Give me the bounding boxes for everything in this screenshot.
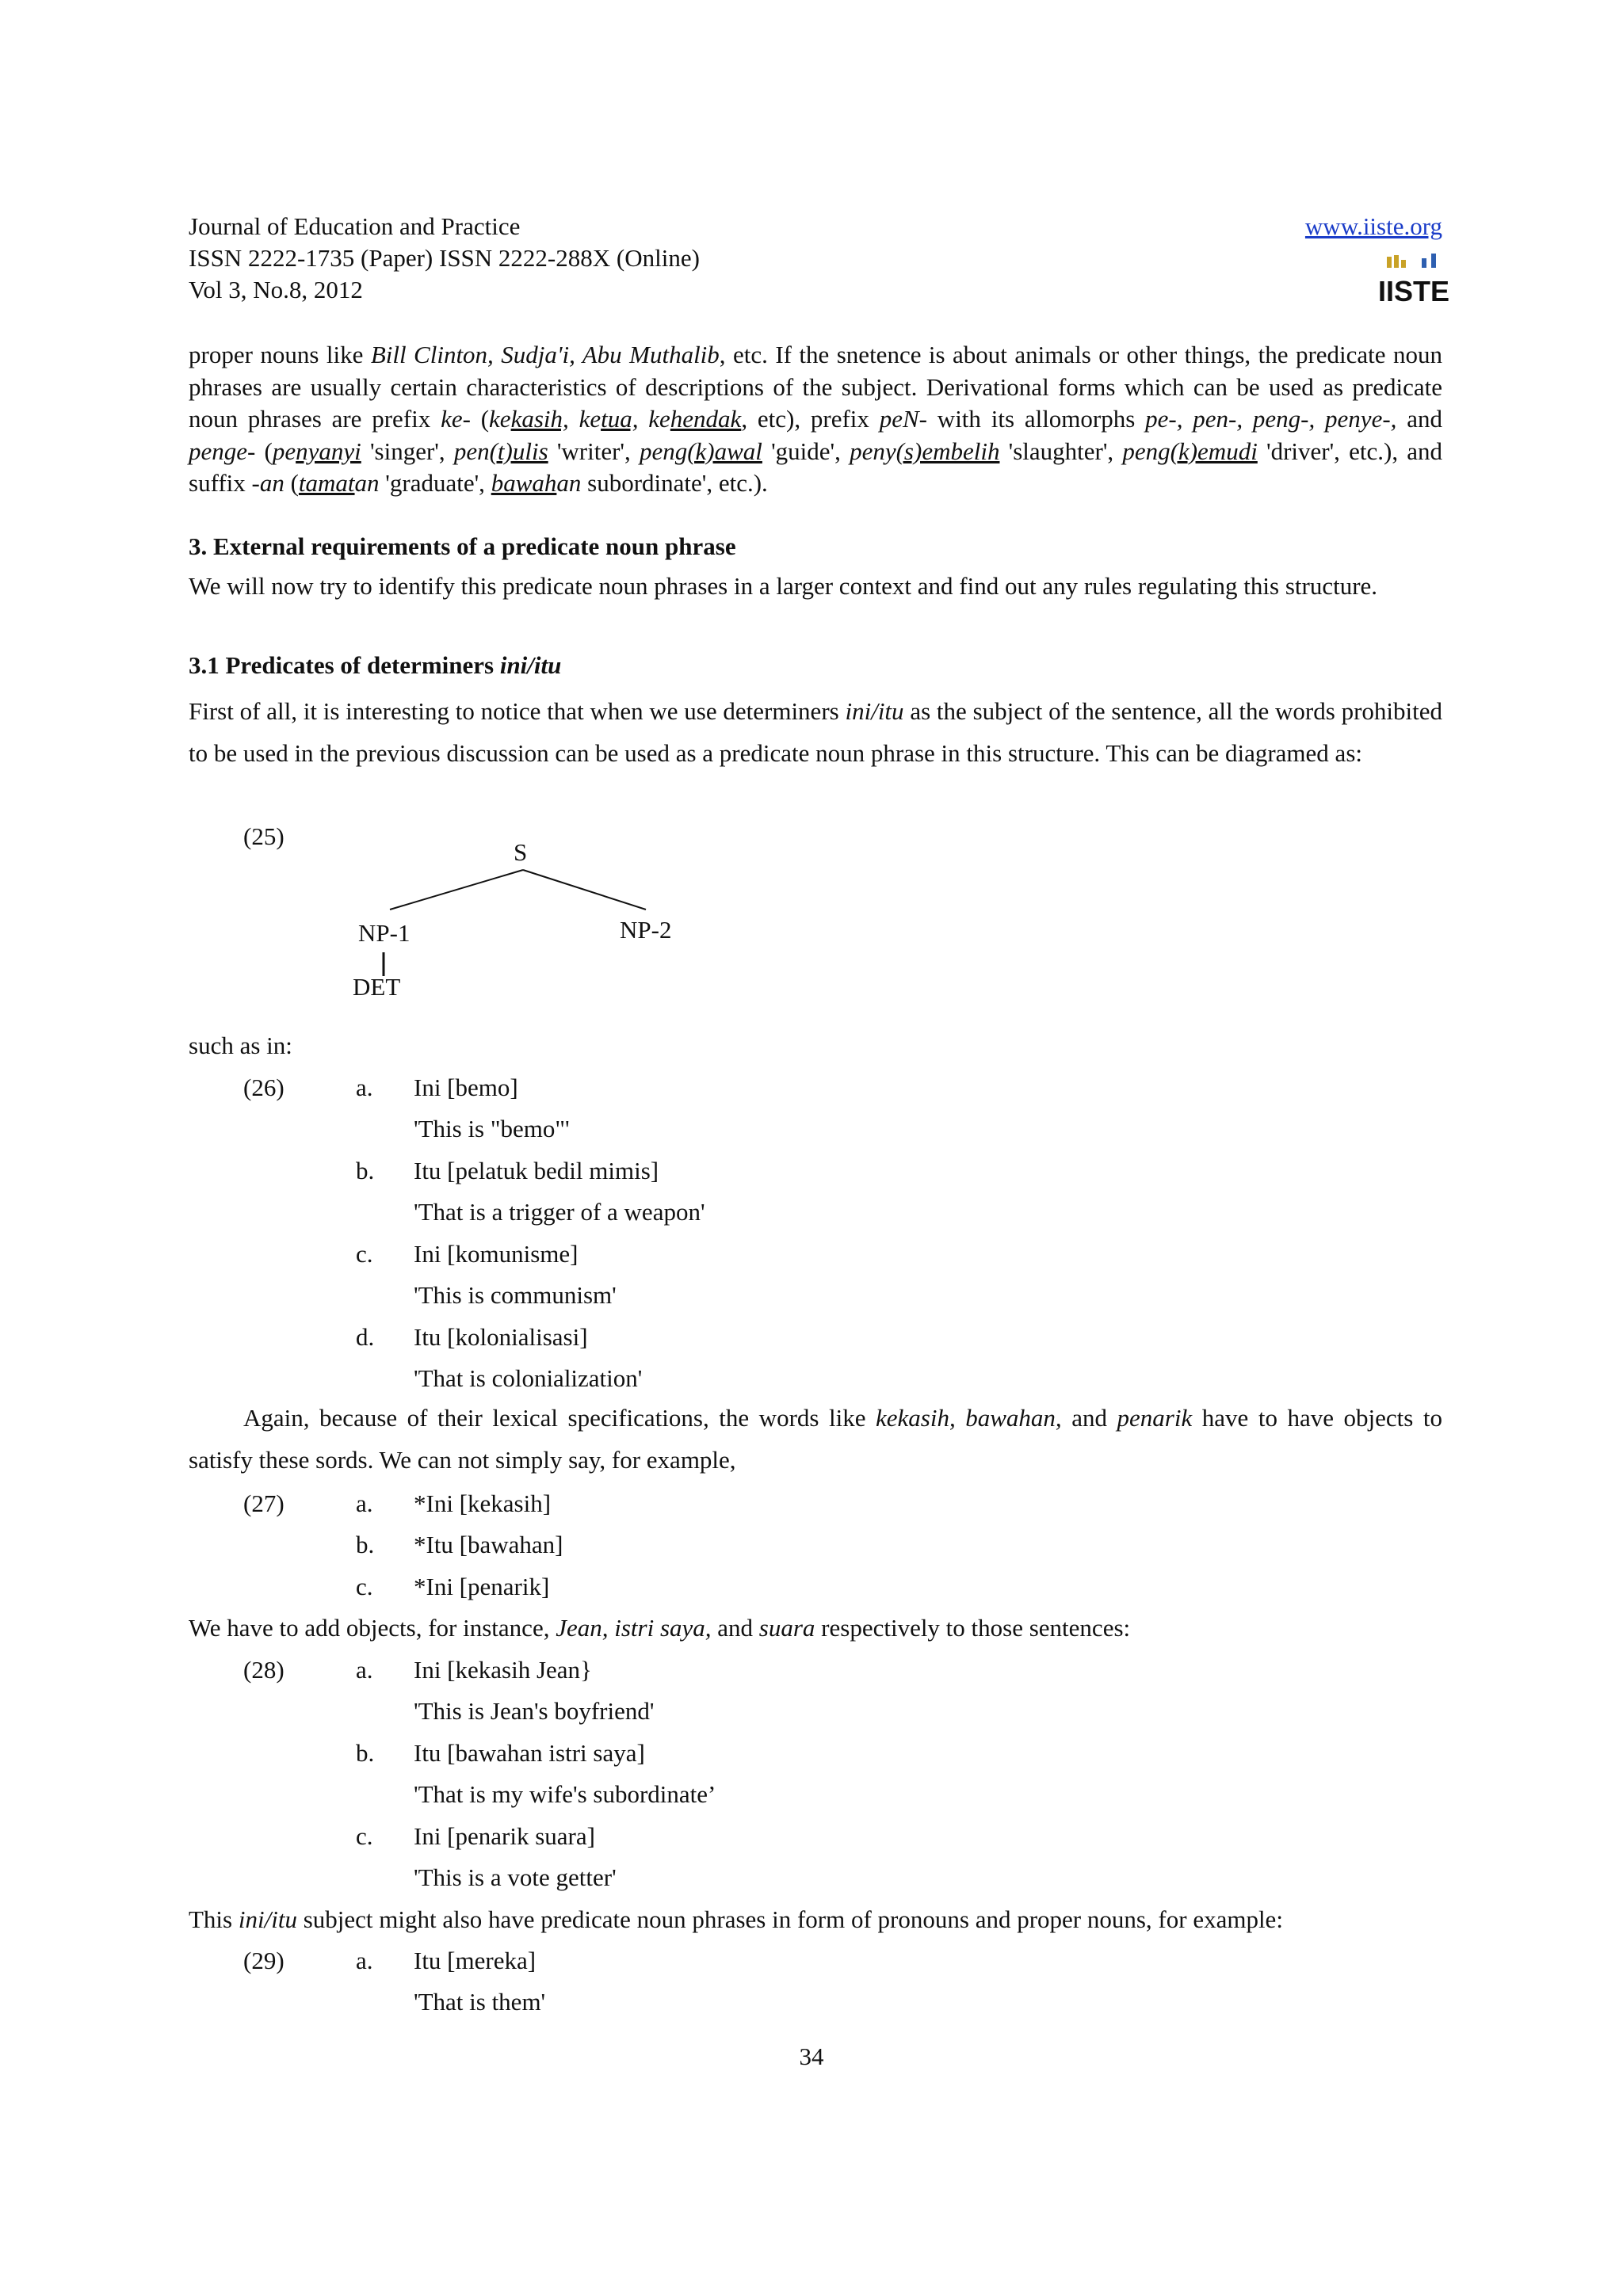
example-sentence: *Itu [bawahan] [414, 1531, 563, 1558]
tree-node-det: DET [353, 973, 401, 1001]
svg-text:IISTE: IISTE [1377, 275, 1450, 307]
example-gloss: 'That is a trigger of a weapon' [414, 1198, 705, 1226]
tree-node-np1: NP-1 [358, 919, 411, 947]
example-gloss: 'This is "bemo"' [414, 1115, 570, 1142]
example-number-28: (28) [243, 1656, 285, 1684]
example-letter: b. [356, 1157, 375, 1184]
example-sentence: Ini [penarik suara] [414, 1822, 595, 1850]
example-number-25: (25) [243, 822, 285, 850]
example-number-29: (29) [243, 1947, 285, 1974]
journal-issn: ISSN 2222-1735 (Paper) ISSN 2222-288X (Online) [189, 244, 700, 272]
example-letter: d. [356, 1323, 375, 1351]
section-3-heading: 3. External requirements of a predicate noun phrase [189, 532, 736, 560]
journal-volume: Vol 3, No.8, 2012 [189, 276, 363, 303]
example-sentence: Ini [komunisme] [414, 1240, 579, 1268]
example-sentence: *Ini [penarik] [414, 1573, 550, 1600]
example-sentence: Itu [mereka] [414, 1947, 537, 1974]
example-letter: c. [356, 1822, 373, 1850]
journal-url-link[interactable]: www.iiste.org [1304, 212, 1442, 240]
example-gloss: 'This is Jean's boyfriend' [414, 1697, 655, 1725]
example-letter: c. [356, 1240, 373, 1268]
example-letter: a. [356, 1656, 373, 1684]
example-sentence: Itu [bawahan istri saya] [414, 1739, 645, 1767]
example-sentence: Itu [kolonialisasi] [414, 1323, 588, 1351]
example-gloss: 'That is my wife's subordinate’ [414, 1780, 716, 1808]
example-gloss: 'That is colonialization' [414, 1364, 643, 1392]
intro-paragraph: proper nouns like Bill Clinton, Sudja'i, Abu Muthalib, etc. If the snetence is about animals or other things, the predicate noun phrases are usually certain characteristics of descriptions of the subject. Derivational forms which can be used as predicate noun phrases are prefix ke- (kekasih, ketua, kehendak, etc), prefix peN- with its allomorphs pe-, pen-, peng-, penye-, and penge- (penyanyi 'singer', pen(t)ulis 'writer', peng(k)awal 'guide', peny(s)embelih 'slaughter', peng(k)emudi 'driver', etc.), and suffix -an (tamatan 'graduate', bawahan subordinate', etc.). [189, 341, 1443, 497]
such-as-text: such as in: [189, 1032, 292, 1059]
example-letter: a. [356, 1074, 373, 1101]
section-3-paragraph: We will now try to identify this predicate noun phrases in a larger context and find out any rules regulating this structure. [189, 572, 1378, 600]
section-3-1-heading: 3.1 Predicates of determiners ini/itu [189, 651, 562, 679]
example-sentence: Ini [kekasih Jean} [414, 1656, 592, 1684]
section-3-1-paragraph: First of all, it is interesting to notice that when we use determiners ini/itu as the subject of the sentence, all the words prohibited to be used in the previous discussion can be used as a predicate noun phrase in this structure. This can be diagramed as: [189, 697, 1442, 767]
example-gloss: 'That is them' [414, 1988, 546, 2016]
again-paragraph: Again, because of their lexical specifications, the words like kekasih, bawahan, and penarik have to have objects to satisfy these sords. We can not simply say, for example, [189, 1404, 1442, 1474]
example-letter: b. [356, 1531, 375, 1558]
add-objects-text: We have to add objects, for instance, Jean, istri saya, and suara respectively to those sentences: [189, 1614, 1131, 1642]
example-sentence: Itu [pelatuk bedil mimis] [414, 1157, 659, 1184]
this-initu-text: This ini/itu subject might also have predicate noun phrases in form of pronouns and proper nouns, for example: [189, 1905, 1283, 1933]
page-number: 34 [799, 2042, 824, 2070]
example-number-26: (26) [243, 1074, 285, 1101]
example-letter: c. [356, 1573, 373, 1600]
example-number-27: (27) [243, 1489, 285, 1517]
example-sentence: *Ini [kekasih] [414, 1489, 552, 1517]
example-letter: b. [356, 1739, 375, 1767]
tree-node-np2: NP-2 [620, 916, 672, 944]
tree-node-s: S [514, 838, 528, 866]
journal-title: Journal of Education and Practice [189, 212, 521, 240]
example-sentence: Ini [bemo] [414, 1074, 518, 1101]
example-letter: a. [356, 1489, 373, 1517]
example-gloss: 'This is communism' [414, 1281, 617, 1309]
example-letter: a. [356, 1947, 373, 1974]
example-gloss: 'This is a vote getter' [414, 1863, 617, 1891]
